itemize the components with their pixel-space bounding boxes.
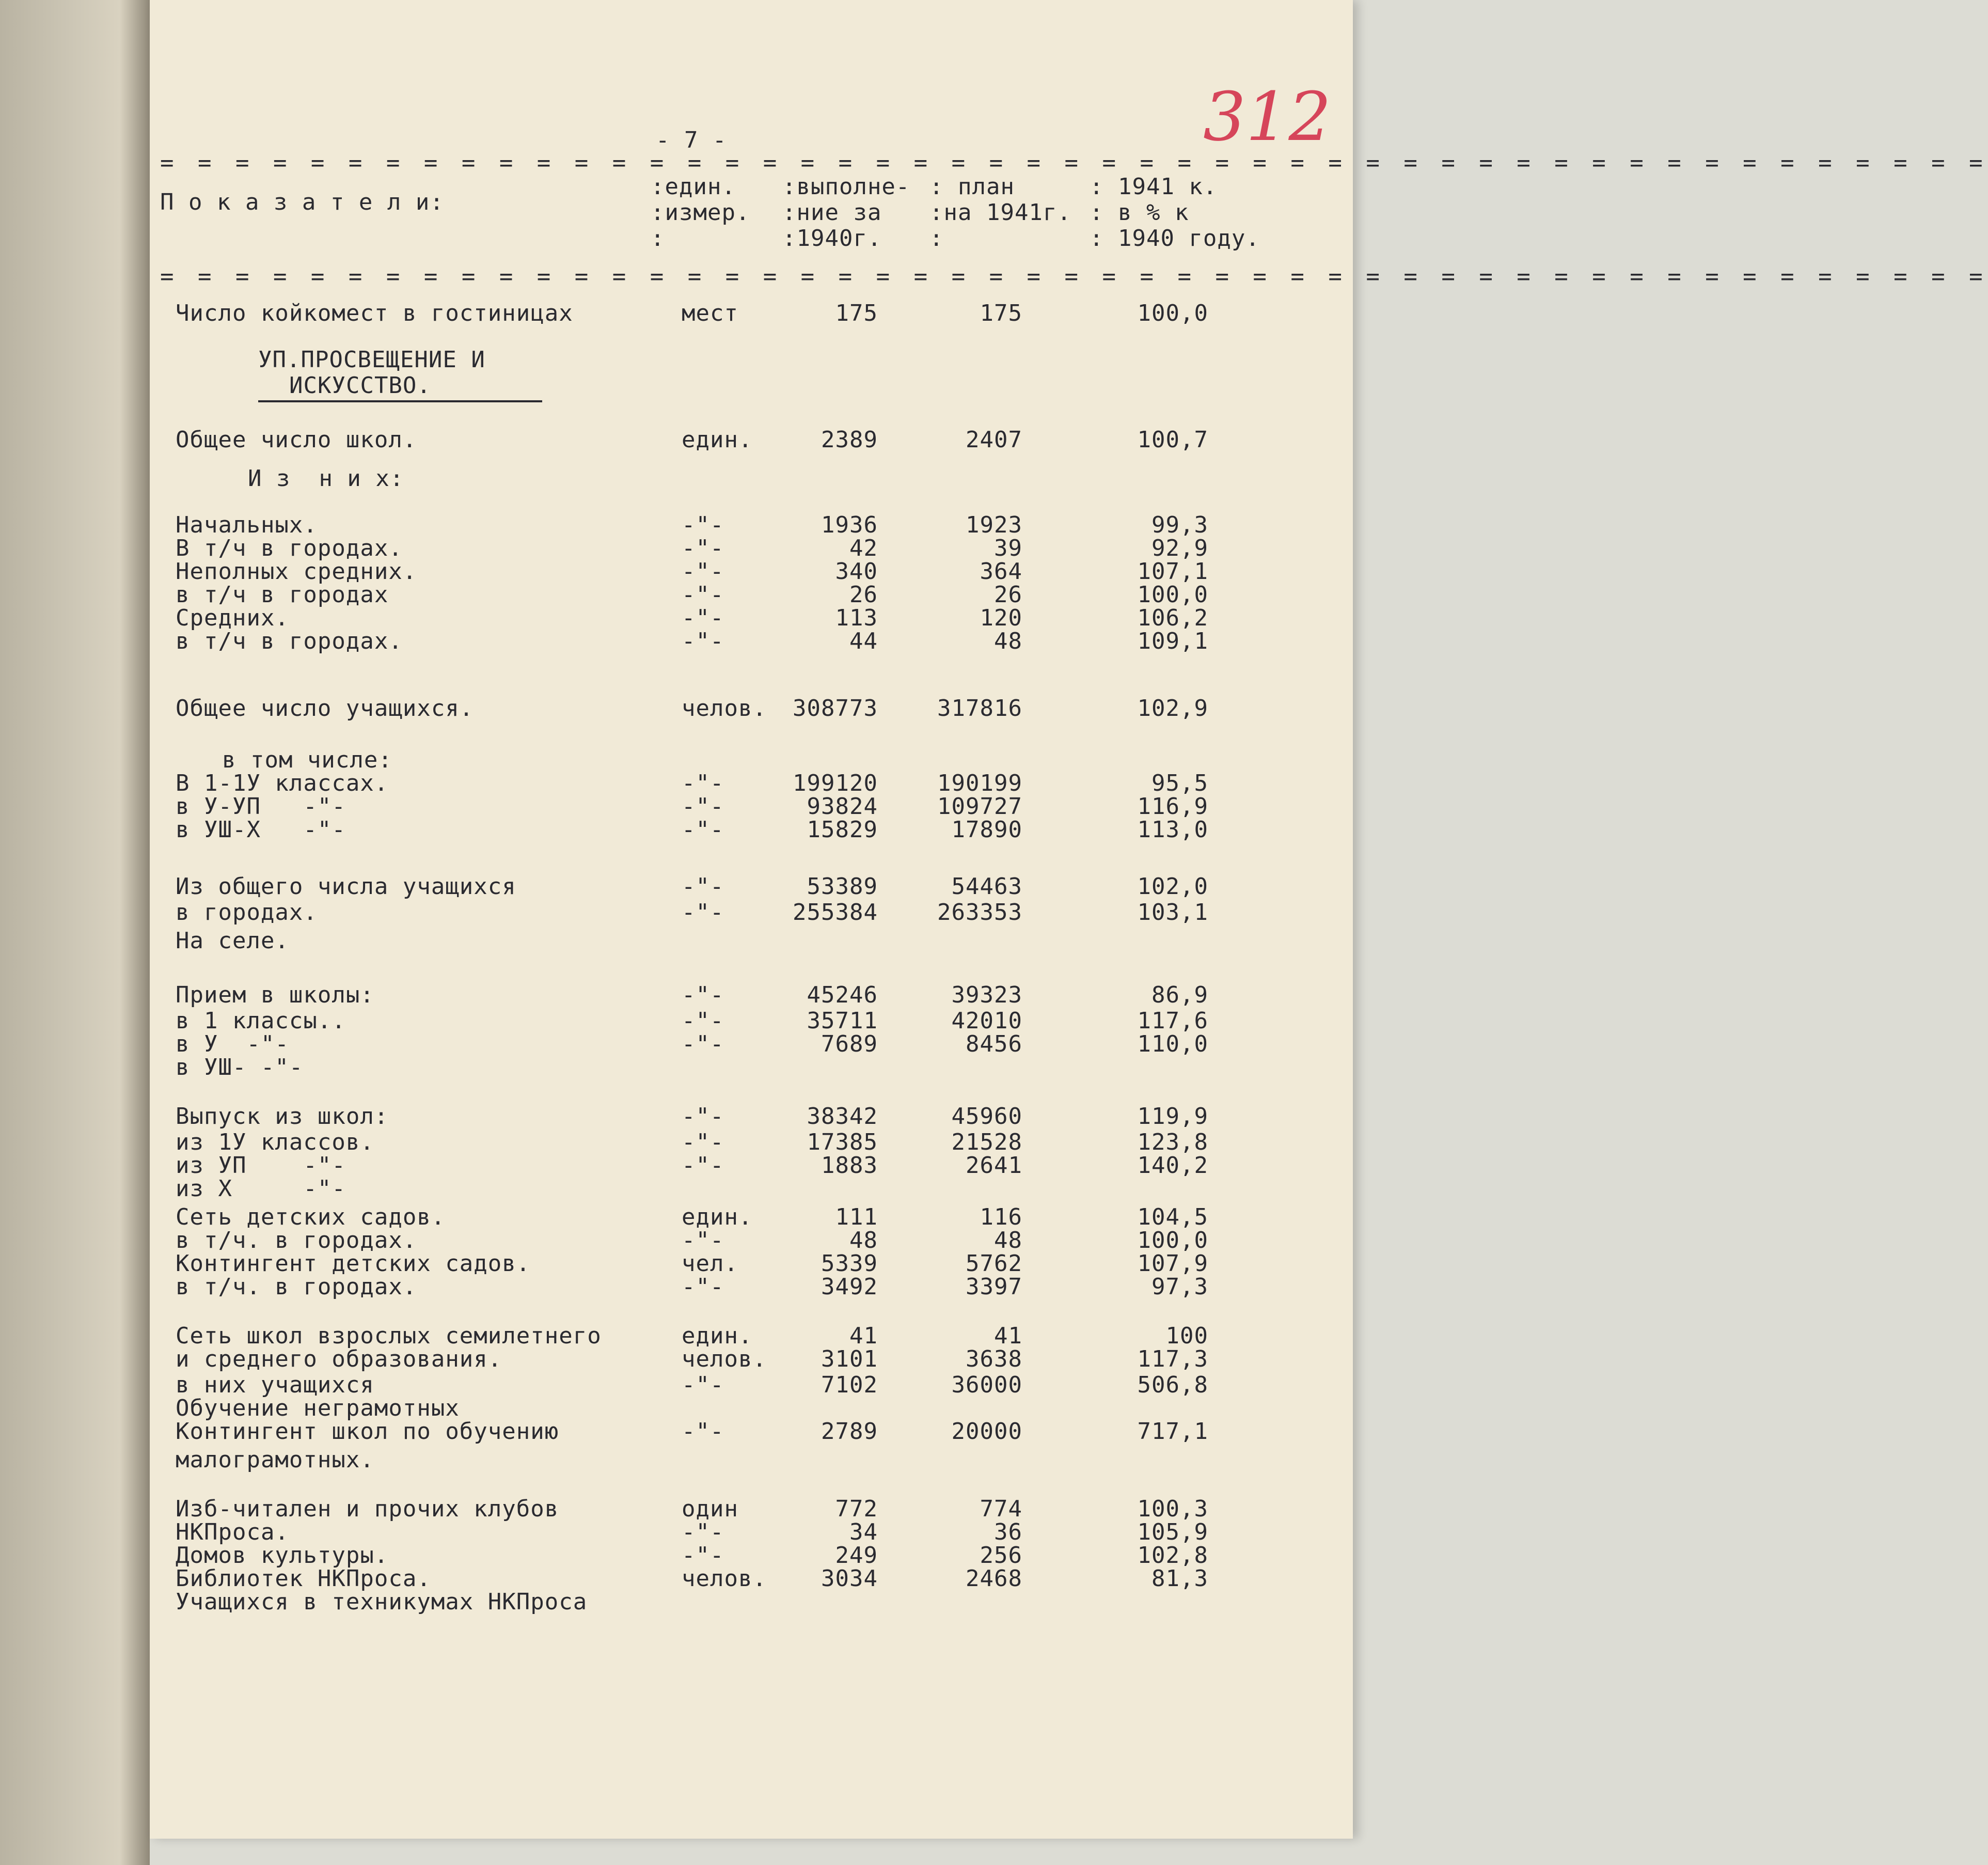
row-label: в т/ч. в городах.: [176, 1227, 417, 1253]
row-label: НКПроса.: [176, 1519, 289, 1545]
row-label: в У-УП -"-: [176, 793, 346, 820]
row-plan-1941: 263353: [937, 899, 1022, 926]
row-label: Домов культуры.: [176, 1542, 389, 1569]
row-unit: -"-: [682, 512, 724, 538]
row-plan-1941: 48: [994, 1227, 1022, 1253]
row-unit: -"-: [682, 873, 724, 900]
row-unit: -"-: [682, 1372, 724, 1398]
row-percent: 113,0: [1137, 817, 1208, 843]
row-label: в том числе:: [222, 747, 392, 773]
header-plan-1: : план: [929, 174, 1015, 200]
row-actual-1940: 93824: [807, 793, 878, 820]
row-label: Начальных.: [176, 512, 318, 538]
row-unit: -"-: [682, 1152, 724, 1179]
row-label: Учащихся в техникумах НКПроса: [176, 1589, 588, 1615]
row-percent: 86,9: [1151, 982, 1208, 1008]
row-unit: -"-: [682, 1008, 724, 1034]
row-actual-1940: 111: [835, 1204, 878, 1230]
row-unit: -"-: [682, 535, 724, 561]
row-unit: -"-: [682, 605, 724, 631]
row-unit: -"-: [682, 982, 724, 1008]
header-unit-3: :: [651, 225, 665, 252]
row-label: в УШ-Х -"-: [176, 817, 346, 843]
header-pct-1: : 1941 к.: [1090, 174, 1218, 200]
row-label: В т/ч в городах.: [176, 535, 403, 561]
row-unit: -"-: [682, 628, 724, 654]
header-actual-3: :1940г.: [782, 225, 882, 252]
row-plan-1941: 54463: [951, 873, 1022, 900]
row-actual-1940: 5339: [821, 1250, 878, 1277]
row-actual-1940: 3492: [821, 1274, 878, 1300]
row-unit: челов.: [682, 695, 767, 722]
row-actual-1940: 2789: [821, 1418, 878, 1445]
row-plan-1941: 1923: [966, 512, 1022, 538]
row-label: Средних.: [176, 605, 289, 631]
row-label: в 1 классы..: [176, 1008, 346, 1034]
row-unit: -"-: [682, 1418, 724, 1445]
row-plan-1941: 116: [980, 1204, 1022, 1230]
row-label: из УП -"-: [176, 1152, 346, 1179]
row-percent: 100,0: [1137, 582, 1208, 608]
book-spine: [0, 0, 150, 1865]
row-unit: -"-: [682, 558, 724, 585]
row-percent: 717,1: [1137, 1418, 1208, 1445]
row-plan-1941: 5762: [966, 1250, 1022, 1277]
header-separator: = = = = = = = = = = = = = = = = = = = = = = = = = = = = = = = = = = = = = = = = = = = = = = = = =: [160, 263, 1988, 290]
row-percent: 105,9: [1137, 1519, 1208, 1545]
row-percent: 81,3: [1151, 1565, 1208, 1592]
row-label: из Х -"-: [176, 1176, 346, 1202]
row-actual-1940: 255384: [793, 899, 878, 926]
row-unit: -"-: [682, 1519, 724, 1545]
row-label: Изб-читален и прочих клубов: [176, 1496, 559, 1522]
row-percent: 100,0: [1137, 300, 1208, 326]
row-plan-1941: 109727: [937, 793, 1022, 820]
row-plan-1941: 26: [994, 582, 1022, 608]
row-percent: 103,1: [1137, 899, 1208, 926]
row-actual-1940: 340: [835, 558, 878, 585]
row-actual-1940: 308773: [793, 695, 878, 722]
header-actual-2: :ние за: [782, 199, 882, 226]
row-unit: мест: [682, 300, 738, 326]
row-percent: 102,8: [1137, 1542, 1208, 1569]
row-unit: -"-: [682, 1227, 724, 1253]
row-unit: один: [682, 1496, 738, 1522]
row-label: в городах.: [176, 899, 318, 926]
row-actual-1940: 772: [835, 1496, 878, 1522]
row-unit: челов.: [682, 1565, 767, 1592]
row-plan-1941: 45960: [951, 1103, 1022, 1130]
header-plan-3: :: [929, 225, 944, 252]
row-actual-1940: 42: [849, 535, 878, 561]
row-percent: 100,7: [1137, 427, 1208, 453]
row-plan-1941: 41: [994, 1323, 1022, 1349]
row-label: И з н и х:: [248, 465, 404, 492]
row-actual-1940: 48: [849, 1227, 878, 1253]
row-plan-1941: 3397: [966, 1274, 1022, 1300]
row-actual-1940: 53389: [807, 873, 878, 900]
row-plan-1941: 175: [980, 300, 1022, 326]
row-plan-1941: 48: [994, 628, 1022, 654]
row-plan-1941: 17890: [951, 817, 1022, 843]
row-plan-1941: 21528: [951, 1129, 1022, 1155]
row-plan-1941: 36000: [951, 1372, 1022, 1398]
row-unit: -"-: [682, 793, 724, 820]
row-unit: -"-: [682, 770, 724, 796]
row-label: и среднего образования.: [176, 1346, 502, 1372]
row-percent: 92,9: [1151, 535, 1208, 561]
page-number: - 7 -: [656, 127, 727, 153]
row-label: Общее число учащихся.: [176, 695, 474, 722]
row-percent: 97,3: [1151, 1274, 1208, 1300]
row-actual-1940: 199120: [793, 770, 878, 796]
row-plan-1941: 2407: [966, 427, 1022, 453]
row-plan-1941: 190199: [937, 770, 1022, 796]
row-plan-1941: 256: [980, 1542, 1022, 1569]
row-actual-1940: 17385: [807, 1129, 878, 1155]
row-plan-1941: 364: [980, 558, 1022, 585]
row-plan-1941: 120: [980, 605, 1022, 631]
row-percent: 506,8: [1137, 1372, 1208, 1398]
row-percent: 119,9: [1137, 1103, 1208, 1130]
row-unit: -"-: [682, 1031, 724, 1057]
row-actual-1940: 3101: [821, 1346, 878, 1372]
row-actual-1940: 113: [835, 605, 878, 631]
row-plan-1941: 774: [980, 1496, 1022, 1522]
row-plan-1941: 39: [994, 535, 1022, 561]
row-actual-1940: 35711: [807, 1008, 878, 1034]
row-plan-1941: 317816: [937, 695, 1022, 722]
row-percent: 99,3: [1151, 512, 1208, 538]
row-unit: челов.: [682, 1346, 767, 1372]
row-label: Неполных средних.: [176, 558, 417, 585]
row-actual-1940: 1936: [821, 512, 878, 538]
row-label: Из общего числа учащихся: [176, 873, 516, 900]
row-label: Прием в школы:: [176, 982, 374, 1008]
section-title-underline: [258, 400, 542, 402]
row-actual-1940: 41: [849, 1323, 878, 1349]
row-percent: 100: [1165, 1323, 1208, 1349]
header-actual-1: :выполне-: [782, 174, 910, 200]
row-unit: един.: [682, 1323, 753, 1349]
row-label: в УШ- -"-: [176, 1054, 304, 1080]
section-title-line-1: УП.ПРОСВЕЩЕНИЕ И: [258, 347, 485, 373]
row-percent: 116,9: [1137, 793, 1208, 820]
row-percent: 106,2: [1137, 605, 1208, 631]
row-percent: 102,9: [1137, 695, 1208, 722]
row-percent: 117,6: [1137, 1008, 1208, 1034]
row-percent: 109,1: [1137, 628, 1208, 654]
row-unit: един.: [682, 427, 753, 453]
row-plan-1941: 8456: [966, 1031, 1022, 1057]
row-actual-1940: 26: [849, 582, 878, 608]
top-separator: = = = = = = = = = = = = = = = = = = = = = = = = = = = = = = = = = = = = = = = = = = = = = = = = =: [160, 150, 1988, 176]
row-actual-1940: 1883: [821, 1152, 878, 1179]
archive-page-number: 312: [1203, 77, 1332, 156]
row-plan-1941: 3638: [966, 1346, 1022, 1372]
row-label: малограмотных.: [176, 1447, 374, 1473]
row-actual-1940: 3034: [821, 1565, 878, 1592]
row-unit: -"-: [682, 1103, 724, 1130]
row-plan-1941: 20000: [951, 1418, 1022, 1445]
row-label: Сеть детских садов.: [176, 1204, 446, 1230]
row-percent: 117,3: [1137, 1346, 1208, 1372]
row-label: в т/ч. в городах.: [176, 1274, 417, 1300]
row-actual-1940: 249: [835, 1542, 878, 1569]
row-unit: -"-: [682, 1542, 724, 1569]
row-actual-1940: 175: [835, 300, 878, 326]
row-label: в У -"-: [176, 1031, 289, 1057]
row-label: Общее число школ.: [176, 427, 417, 453]
row-unit: един.: [682, 1204, 753, 1230]
row-label: Обучение неграмотных: [176, 1395, 460, 1421]
row-percent: 102,0: [1137, 873, 1208, 900]
row-percent: 123,8: [1137, 1129, 1208, 1155]
row-label: Библиотек НКПроса.: [176, 1565, 431, 1592]
header-indicator: П о к а з а т е л и:: [160, 189, 444, 215]
row-label: Сеть школ взрослых семилетнего: [176, 1323, 602, 1349]
row-percent: 100,0: [1137, 1227, 1208, 1253]
row-label: в т/ч в городах.: [176, 628, 403, 654]
header-unit-1: :един.: [651, 174, 736, 200]
row-actual-1940: 45246: [807, 982, 878, 1008]
row-percent: 104,5: [1137, 1204, 1208, 1230]
row-actual-1940: 34: [849, 1519, 878, 1545]
section-title-line-2: ИСКУССТВО.: [289, 372, 431, 399]
row-actual-1940: 2389: [821, 427, 878, 453]
row-percent: 100,3: [1137, 1496, 1208, 1522]
row-percent: 107,1: [1137, 558, 1208, 585]
row-unit: -"-: [682, 1129, 724, 1155]
row-label: в т/ч в городах: [176, 582, 389, 608]
row-label: в них учащихся: [176, 1372, 374, 1398]
row-label: В 1-1У классах.: [176, 770, 389, 796]
row-actual-1940: 15829: [807, 817, 878, 843]
row-percent: 107,9: [1137, 1250, 1208, 1277]
row-actual-1940: 38342: [807, 1103, 878, 1130]
row-plan-1941: 39323: [951, 982, 1022, 1008]
row-percent: 95,5: [1151, 770, 1208, 796]
row-plan-1941: 36: [994, 1519, 1022, 1545]
row-plan-1941: 2641: [966, 1152, 1022, 1179]
row-actual-1940: 44: [849, 628, 878, 654]
row-unit: чел.: [682, 1250, 738, 1277]
header-unit-2: :измер.: [651, 199, 750, 226]
row-actual-1940: 7102: [821, 1372, 878, 1398]
row-actual-1940: 7689: [821, 1031, 878, 1057]
row-percent: 110,0: [1137, 1031, 1208, 1057]
header-plan-2: :на 1941г.: [929, 199, 1071, 226]
row-label: Число койкомест в гостиницах: [176, 300, 573, 326]
row-label: Контингент школ по обучению: [176, 1418, 559, 1445]
row-plan-1941: 42010: [951, 1008, 1022, 1034]
row-label: из 1У классов.: [176, 1129, 374, 1155]
row-percent: 140,2: [1137, 1152, 1208, 1179]
row-unit: -"-: [682, 817, 724, 843]
row-label: Выпуск из школ:: [176, 1103, 389, 1130]
header-pct-3: : 1940 году.: [1090, 225, 1260, 252]
row-label: Контингент детских садов.: [176, 1250, 531, 1277]
row-plan-1941: 2468: [966, 1565, 1022, 1592]
header-pct-2: : в % к: [1090, 199, 1189, 226]
row-label: На селе.: [176, 928, 289, 954]
row-unit: -"-: [682, 899, 724, 926]
row-unit: -"-: [682, 1274, 724, 1300]
row-unit: -"-: [682, 582, 724, 608]
